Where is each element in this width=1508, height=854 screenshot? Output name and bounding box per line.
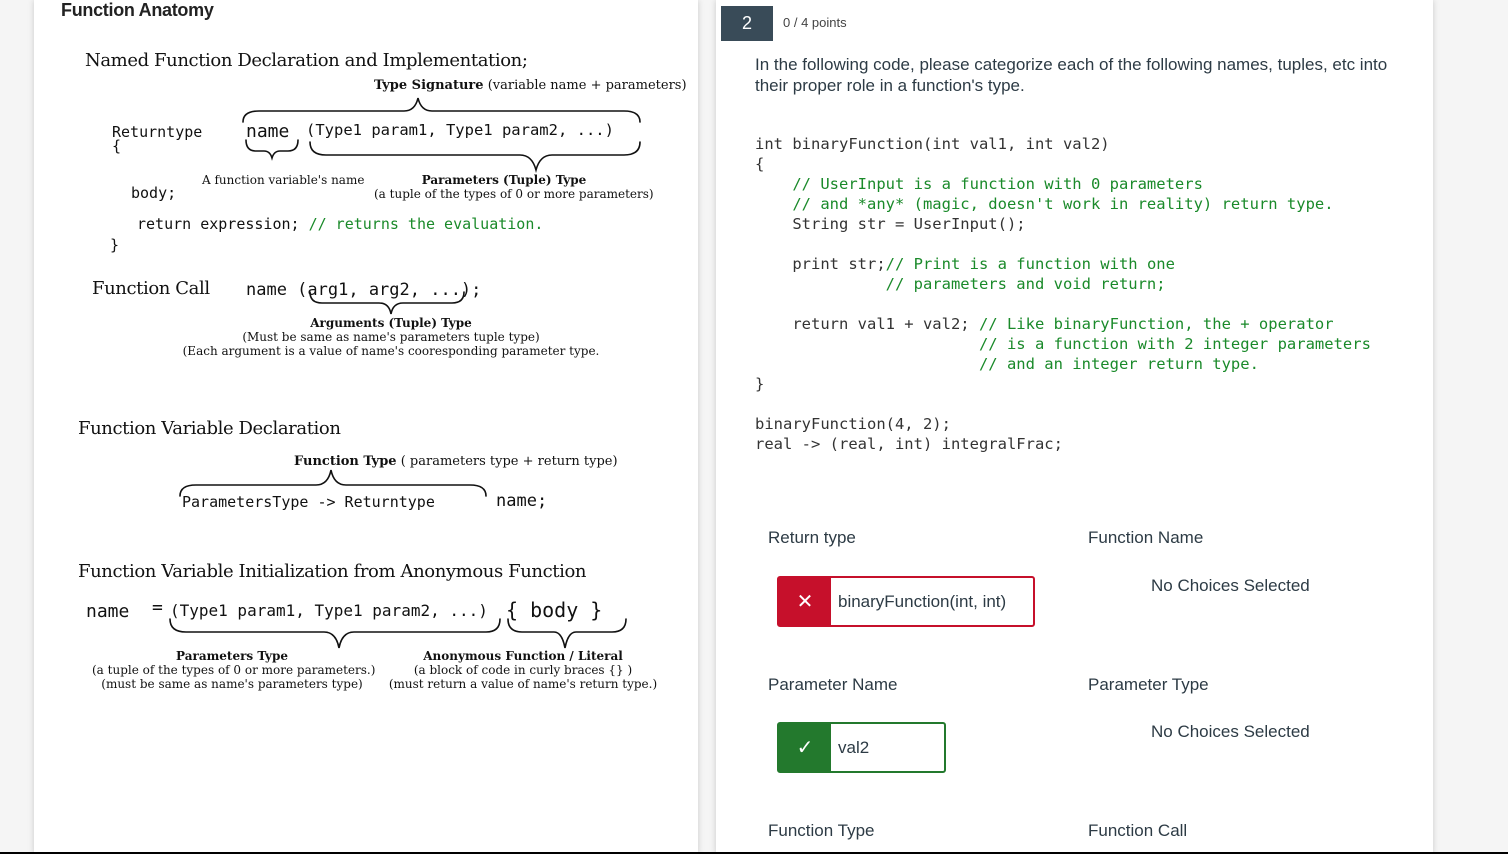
close-brace: }: [110, 236, 120, 254]
code-line: {: [755, 155, 765, 173]
init-body-brace: [508, 619, 626, 648]
type-signature-brace: [243, 98, 640, 122]
code-comment: // is a function with 2 integer parameters: [755, 335, 1371, 353]
category-function-name: Function Name: [1088, 528, 1204, 547]
anonymous-function-note-1: (a block of code in curly braces {} ): [413, 663, 633, 677]
arguments-note-1: (Must be same as name's parameters tuple type): [242, 330, 540, 344]
arguments-note-2: (Each argument is a value of name's cooresponding parameter type.: [182, 344, 600, 358]
code-comment: // Like binaryFunction, the + operator: [978, 315, 1334, 333]
code-line: }: [755, 375, 765, 393]
call-expression: name (arg1, arg2, ...);: [246, 280, 482, 300]
code-comment: // UserInput is a function with 0 parameters: [755, 175, 1203, 193]
function-type-code: ParametersType -> Returntype: [182, 493, 435, 511]
question-panel: [716, 0, 1433, 854]
parameter-name-answer-text: val2: [838, 737, 870, 757]
code-line: real -> (real, int) integralFrac;: [755, 435, 1063, 453]
function-name-empty: No Choices Selected: [1151, 576, 1310, 595]
body-line: body;: [131, 184, 177, 202]
parameters-type-label: Parameters Type: [176, 649, 288, 663]
category-function-type: Function Type: [768, 821, 875, 840]
function-anatomy-panel: [34, 0, 698, 854]
brace-diagram: [34, 0, 698, 854]
init-equals: =: [152, 597, 163, 618]
function-call-heading: Function Call: [92, 278, 210, 299]
function-variable-name: name;: [496, 491, 548, 511]
anonymous-function-note-2: (must return a value of name's return type.): [388, 677, 658, 691]
init-param-list: (Type1 param1, Type1 param2, ...): [170, 601, 488, 620]
params-brace: [310, 142, 640, 170]
returntype-text: Returntype: [112, 123, 203, 141]
question-text: In the following code, please categorize each of the following names, tuples, etc into their proper role in a function's type.: [755, 55, 1388, 95]
init-params-brace: [170, 619, 500, 648]
x-icon: ✕: [779, 578, 831, 625]
code-line: int binaryFunction(int val1, int val2): [755, 135, 1110, 153]
type-signature-note: (variable name + parameters): [487, 78, 687, 93]
check-icon: ✓: [779, 724, 831, 771]
anonymous-function-label: Anonymous Function / Literal: [423, 649, 623, 663]
init-body: { body }: [506, 598, 603, 622]
code-comment: // and an integer return type.: [755, 355, 1259, 373]
param-list-text: (Type1 param1, Type1 param2, ...): [306, 121, 614, 139]
name-brace: [246, 140, 298, 158]
function-type-brace: [180, 470, 486, 496]
code-line: binaryFunction(4, 2);: [755, 415, 951, 433]
parameters-tuple-label: Parameters (Tuple) Type: [421, 173, 587, 187]
function-type-label: Function Type: [294, 454, 397, 469]
parameters-tuple-note: (a tuple of the types of 0 or more parameters): [374, 187, 654, 201]
function-type-note: ( parameters type + return type): [400, 454, 618, 469]
named-function-heading: Named Function Declaration and Implementation;: [85, 50, 528, 71]
arguments-label: Arguments (Tuple) Type: [310, 316, 472, 330]
type-signature-label: Type Signature: [374, 78, 484, 93]
open-brace: {: [112, 137, 122, 155]
function-name-text: name: [246, 121, 290, 142]
function-variable-name-caption: A function variable's name: [202, 173, 365, 187]
parameter-type-empty: No Choices Selected: [1151, 722, 1310, 741]
code-comment: // parameters and void return;: [755, 275, 1166, 293]
question-number: 2: [721, 6, 773, 41]
category-parameter-name: Parameter Name: [768, 675, 898, 694]
return-comment: // returns the evaluation.: [308, 215, 544, 233]
args-brace: [310, 292, 464, 314]
return-type-answer: [777, 576, 1035, 627]
question-points: 0 / 4 points: [783, 15, 847, 30]
code-block: [755, 134, 1371, 454]
init-name: name: [86, 601, 130, 622]
category-return-type: Return type: [768, 528, 856, 547]
panel-title: Function Anatomy: [61, 0, 214, 20]
parameters-type-note-2: (must be same as name's parameters type): [101, 677, 363, 691]
code-comment: // and *any* (magic, doesn't work in reality) return type.: [755, 195, 1334, 213]
function-variable-declaration-heading: Function Variable Declaration: [78, 418, 341, 439]
code-comment: // Print is a function with one: [885, 255, 1175, 273]
category-parameter-type: Parameter Type: [1088, 675, 1209, 694]
parameters-type-note-1: (a tuple of the types of 0 or more parameters.): [92, 663, 376, 677]
category-function-call: Function Call: [1088, 821, 1188, 840]
initialization-heading: Function Variable Initialization from Anonymous Function: [78, 561, 587, 582]
code-line: String str = UserInput();: [755, 215, 1026, 233]
parameter-name-answer: [777, 722, 946, 773]
code-line: print str;: [755, 255, 886, 273]
return-code: return expression;: [137, 215, 300, 233]
code-line: return val1 + val2;: [755, 315, 979, 333]
return-type-answer-text: binaryFunction(int, int): [838, 591, 1007, 611]
